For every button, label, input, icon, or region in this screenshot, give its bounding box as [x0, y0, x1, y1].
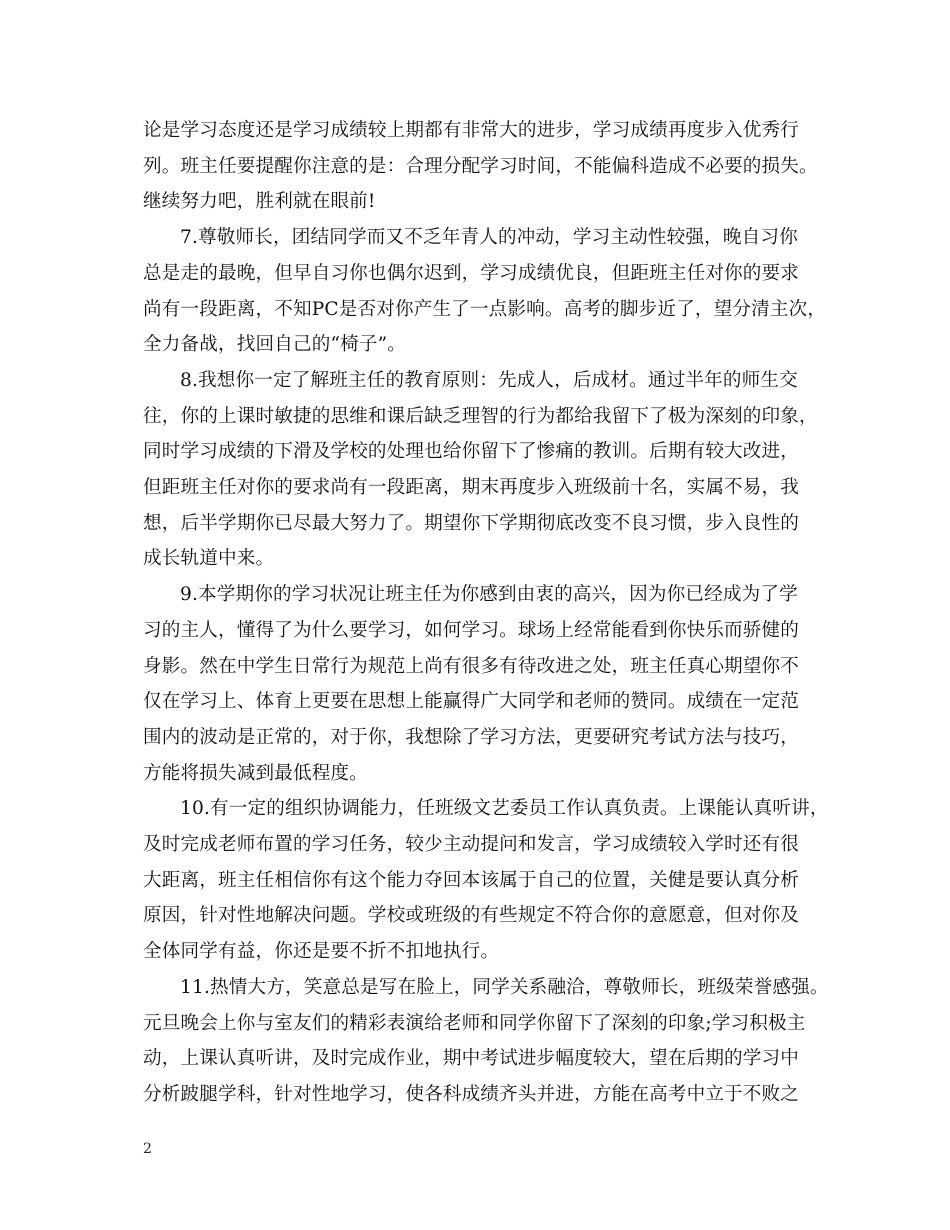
text-line: 习的主人，懂得了为什么要学习，如何学习。球场上经常能看到你快乐而骄健的 — [143, 619, 800, 641]
paragraph-item-10 — [143, 791, 829, 970]
paragraph-item-7 — [143, 220, 827, 363]
text-line: 分析跛腿学科，针对性地学习，使各科成绩齐头并进，方能在高考中立于不败之 — [143, 1083, 800, 1105]
text-line: 成长轨道中来。 — [143, 548, 275, 570]
text-line: 仅在学习上、体育上更要在思想上能赢得广大同学和老师的赞同。成绩在一定范 — [143, 691, 800, 713]
paragraph-item-9 — [143, 577, 823, 791]
text-line: 往，你的上课时敏捷的思维和课后缺乏理智的行为都给我留下了极为深刻的印象， — [143, 405, 818, 427]
paragraph-continuation — [143, 113, 823, 220]
paragraph-item-11 — [143, 970, 829, 1113]
text-line: 大距离，班主任相信你有这个能力夺回本该属于自己的位置，关健是要认真分析 — [143, 869, 800, 891]
text-line: 全力备战，找回自己的“椅子”。 — [143, 334, 406, 356]
text-line: 列。班主任要提醒你注意的是：合理分配学习时间，不能偏科造成不必要的损失。 — [143, 155, 818, 177]
text-line: 论是学习态度还是学习成绩较上期都有非常大的进步，学习成绩再度步入优秀行 — [143, 120, 800, 141]
text-line: 但距班主任对你的要求尚有一段距离，期末再度步入班级前十名，实属不易，我 — [143, 477, 800, 499]
text-line: 11.热情大方，笑意总是写在脸上，同学关系融洽，尊敬师长，班级荣誉感强。 — [180, 976, 829, 998]
text-line: 10.有一定的组织协调能力，任班级文艺委员工作认真负责。上课能认真听讲， — [180, 798, 829, 820]
text-line: 继续努力吧，胜利就在眼前! — [143, 191, 376, 213]
text-line: 9.本学期你的学习状况让班主任为你感到由衷的高兴，因为你已经成为了学 — [180, 584, 798, 606]
page-number: 2 — [143, 1141, 152, 1157]
text-line: 及时完成老师布置的学习任务，较少主动提问和发言，学习成绩较入学时还有很 — [143, 834, 800, 856]
paragraph-item-8 — [143, 363, 823, 577]
text-line: 7.尊敬师长，团结同学而又不乏年青人的冲动，学习主动性较强，晚自习你 — [180, 227, 798, 249]
text-line: 想，后半学期你已尽最大努力了。期望你下学期彻底改变不良习惯，步入良性的 — [143, 512, 800, 534]
text-line: 8.我想你一定了解班主任的教育原则：先成人，后成材。通过半年的师生交 — [180, 369, 798, 391]
text-line: 动，上课认真听讲，及时完成作业，期中考试进步幅度较大，望在后期的学习中 — [143, 1048, 800, 1070]
text-line: 全体同学有益，你还是要不折不扣地执行。 — [143, 941, 500, 963]
text-line: 方能将损失减到最低程度。 — [143, 762, 368, 784]
text-line: 同时学习成绩的下滑及学校的处理也给你留下了惨痛的教训。后期有较大改进， — [143, 441, 800, 463]
text-line: 总是走的最晚，但早自习你也偶尔迟到，学习成绩优良，但距班主任对你的要求 — [143, 262, 800, 284]
text-line: 元旦晚会上你与室友们的精彩表演给老师和同学你留下了深刻的印象;学习积极主 — [143, 1012, 806, 1034]
body-text — [143, 113, 829, 1113]
text-line: 尚有一段距离，不知PC是否对你产生了一点影响。高考的脚步近了，望分清主次， — [143, 298, 827, 320]
text-line: 原因，针对性地解决问题。学校或班级的有些规定不符合你的意愿意，但对你及 — [143, 905, 800, 927]
text-line: 身影。然在中学生日常行为规范上尚有很多有待改进之处，班主任真心期望你不 — [143, 655, 800, 677]
text-line: 围内的波动是正常的，对于你，我想除了学习方法，更要研究考试方法与技巧， — [143, 726, 800, 748]
